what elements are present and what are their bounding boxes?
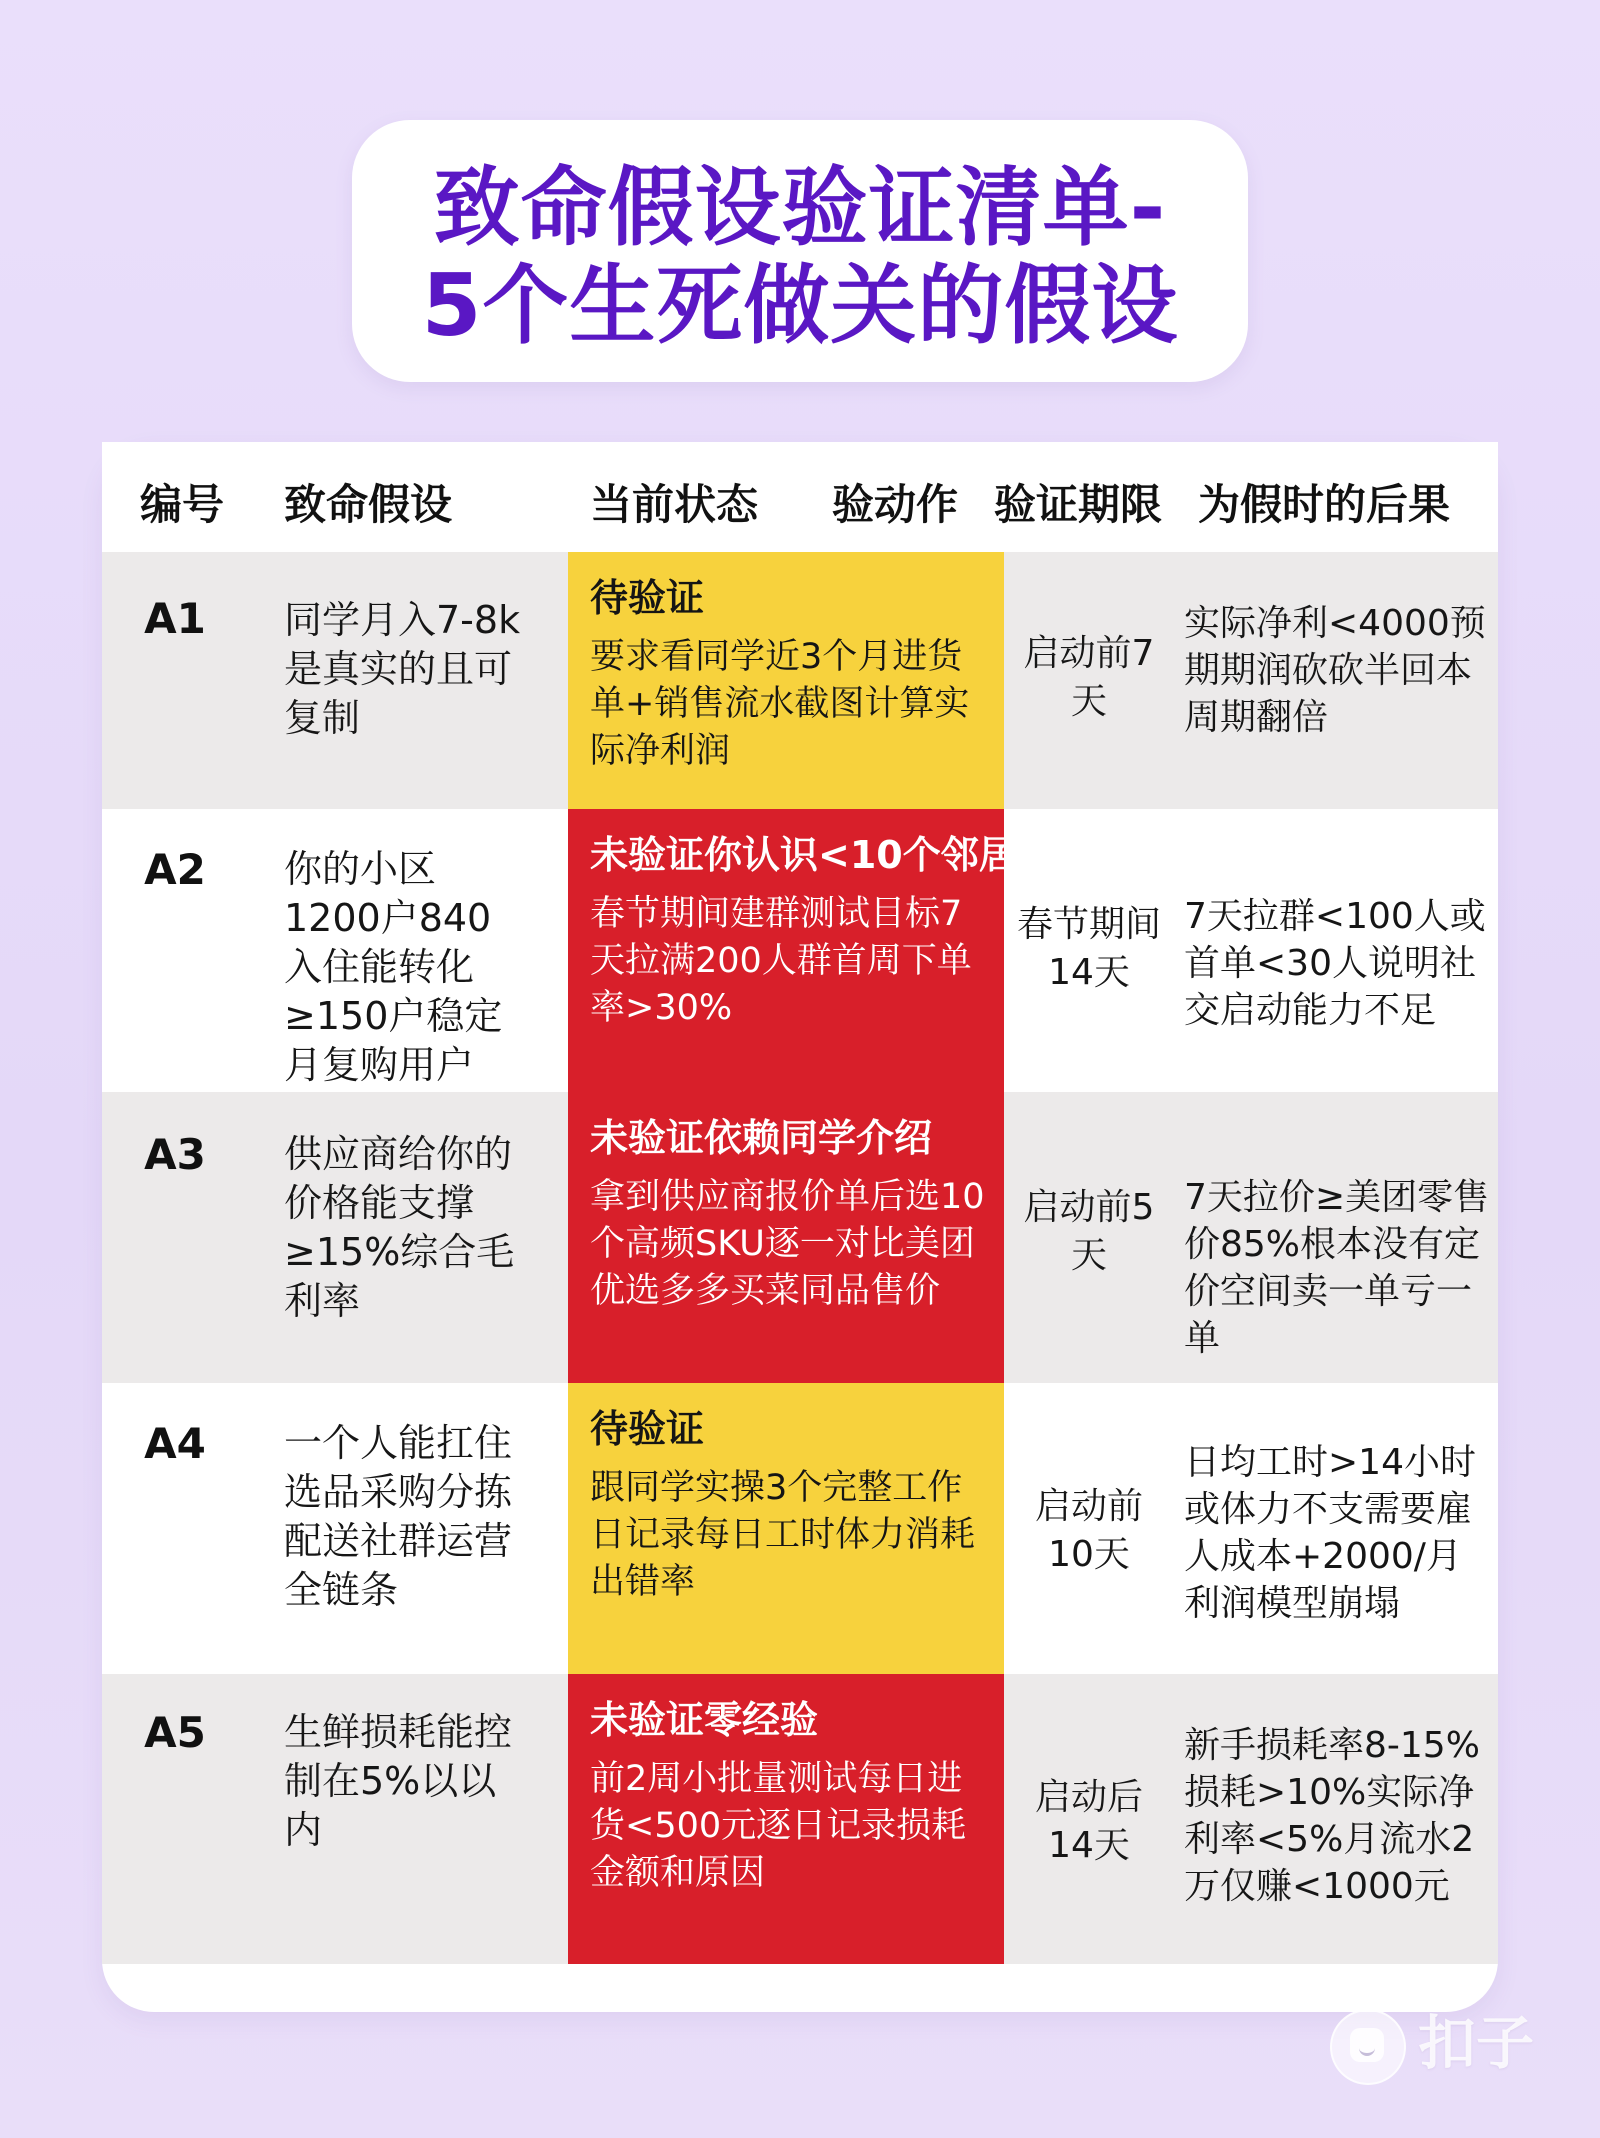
header-status: 当前状态 bbox=[590, 480, 759, 529]
table-row bbox=[102, 552, 1498, 809]
table-header-row bbox=[102, 442, 1498, 552]
assumption-text: 同学月入7-8k是真实的且可复制 bbox=[284, 598, 521, 740]
deadline-text: 春节期间14天 bbox=[1016, 904, 1161, 993]
status-cell bbox=[568, 1383, 1004, 1674]
kouzi-watermark bbox=[1330, 2001, 1560, 2093]
table-row bbox=[102, 1092, 1498, 1383]
status-cell bbox=[568, 1092, 1004, 1383]
status-title: 未验证你认识<10个邻居 bbox=[590, 833, 1017, 877]
deadline-text: 启动前5天 bbox=[1023, 1187, 1155, 1276]
header-id: 编号 bbox=[140, 480, 225, 529]
validation-action: 春节期间建群测试目标7天拉满200人群首周下单率>30% bbox=[590, 894, 972, 1028]
deadline-text: 启动前10天 bbox=[1034, 1486, 1143, 1575]
header-deadline: 验证期限 bbox=[994, 480, 1163, 529]
validation-table bbox=[102, 442, 1498, 2012]
assumption-id: A4 bbox=[144, 1419, 206, 1468]
status-title: 未验证依赖同学介绍 bbox=[590, 1116, 933, 1160]
assumption-text: 你的小区1200户840入住能转化≥150户稳定月复购用户 bbox=[284, 847, 503, 1087]
deadline-text: 启动后14天 bbox=[1034, 1777, 1143, 1866]
assumption-id: A2 bbox=[144, 845, 206, 894]
validation-action: 拿到供应商报价单后选10个高频SKU逐一对比美团优选多多买菜同品售价 bbox=[590, 1177, 985, 1311]
status-cell bbox=[568, 1674, 1004, 1964]
deadline-text: 启动前7天 bbox=[1023, 633, 1155, 722]
header-consequence: 为假时的后果 bbox=[1198, 480, 1451, 529]
consequence-text: 新手损耗率8-15%损耗>10%实际净利率<5%月流水2万仅赚<1000元 bbox=[1184, 1725, 1480, 1907]
status-title: 待验证 bbox=[590, 576, 705, 620]
status-cell bbox=[568, 552, 1004, 809]
assumption-text: 生鲜损耗能控制在5%以以内 bbox=[284, 1710, 513, 1852]
assumption-text: 供应商给你的价格能支撑≥15%综合毛利率 bbox=[284, 1132, 515, 1323]
header-assumption: 致命假设 bbox=[284, 480, 453, 529]
page-title-line-2: 5个生死做关的假设 bbox=[421, 256, 1179, 356]
status-cell bbox=[568, 809, 1017, 1092]
assumption-id: A3 bbox=[144, 1130, 206, 1179]
table-row bbox=[102, 1674, 1498, 1964]
assumption-text: 一个人能扛住选品采购分拣配送社群运营全链条 bbox=[284, 1421, 513, 1612]
table-row bbox=[102, 1383, 1498, 1674]
table-row bbox=[102, 809, 1498, 1092]
page-title-line-1: 致命假设验证清单- bbox=[433, 158, 1167, 258]
header-action: 验动作 bbox=[832, 480, 959, 529]
validation-action: 前2周小批量测试每日进货<500元逐日记录损耗金额和原因 bbox=[590, 1759, 967, 1893]
consequence-text: 7天拉价≥美团零售价85%根本没有定价空间卖一单亏一单 bbox=[1184, 1177, 1490, 1359]
validation-action: 要求看同学近3个月进货单+销售流水截图计算实际净利润 bbox=[590, 637, 970, 771]
status-title: 待验证 bbox=[590, 1407, 705, 1451]
kouzi-logo-icon bbox=[1330, 2009, 1406, 2085]
status-title: 未验证零经验 bbox=[590, 1698, 819, 1742]
watermark-text: 扣子 bbox=[1418, 2009, 1535, 2077]
consequence-text: 7天拉群<100人或首单<30人说明社交启动能力不足 bbox=[1184, 896, 1486, 1031]
consequence-text: 实际净利<4000预期期润砍砍半回本周期翻倍 bbox=[1184, 603, 1486, 738]
consequence-text: 日均工时>14小时或体力不支需要雇人成本+2000/月利润模型崩塌 bbox=[1184, 1442, 1476, 1624]
validation-action: 跟同学实操3个完整工作日记录每日工时体力消耗出错率 bbox=[590, 1468, 976, 1602]
assumption-id: A5 bbox=[144, 1708, 206, 1757]
assumption-id: A1 bbox=[144, 594, 206, 643]
